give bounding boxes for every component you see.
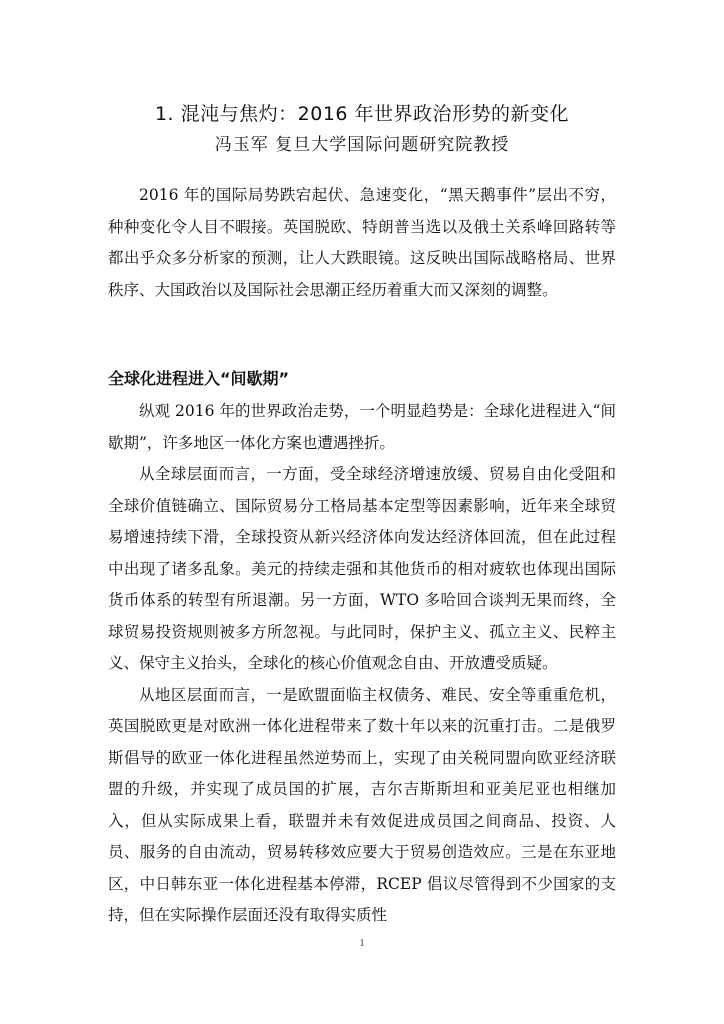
section-body [108,396,616,932]
intro-paragraph: 2016 年的国际局势跌宕起伏、急速变化，“黑天鹅事件”层出不穷，种种变化令人目不暇接。英国脱欧、特朗普当选以及俄土关系峰回路转等都出乎众多分析家的预测，让人大跌眼镜。这反映出国际战略格局、世界秩序、大国政治以及国际社会思潮正经历着重大而又深刻的调整。 [108,186,616,299]
section-heading: 全球化进程进入“间歇期” [108,369,290,388]
page-number: 1 [359,938,365,949]
intro-section [108,180,616,306]
author-line: 冯玉军 复旦大学国际问题研究院教授 [214,135,510,155]
body-paragraph: 纵观 2016 年的世界政治走势，一个明显趋势是：全球化进程进入“间歇期”，许多地区一体化方案也遭遇挫折。 [108,402,616,452]
body-paragraph: 从全球层面而言，一方面，受全球经济增速放缓、贸易自由化受阻和全球价值链确立、国际贸易分工格局基本定型等因素影响，近年来全球贸易增速持续下滑，全球投资从新兴经济体向发达经济体回流，但在此过程中出现了诸多乱象。美元的持续走强和其他货币的相对疲软也体现出国际货币体系的转型有所退潮。另一方面，WTO 多哈回合谈判无果而终，全球贸易投资规则被多方所忽视。与此同时，保护主义、孤立主义、民粹主义、保守主义抬头，全球化的核心价值观念自由、开放遭受质疑。 [108,465,617,672]
document-title: 1. 混沌与焦灼：2016 年世界政治形势的新变化 [154,103,570,125]
body-paragraph: 从地区层面而言，一是欧盟面临主权债务、难民、安全等重重危机，英国脱欧更是对欧洲一体化进程带来了数十年以来的沉重打击。二是俄罗斯倡导的欧亚一体化进程虽然逆势而上，实现了由关税同盟向欧亚经济联盟的升级，并实现了成员国的扩展，吉尔吉斯斯坦和亚美尼亚也相继加入，但从实际成果上看，联盟并未有效促进成员国之间商品、投资、人员、服务的自由流动，贸易转移效应要大于贸易创造效应。三是在东亚地区，中日韩东亚一体化进程基本停滞，RCEP 倡议尽管得到不少国家的支持，但在实际操作层面还没有取得实质性 [108,685,617,924]
